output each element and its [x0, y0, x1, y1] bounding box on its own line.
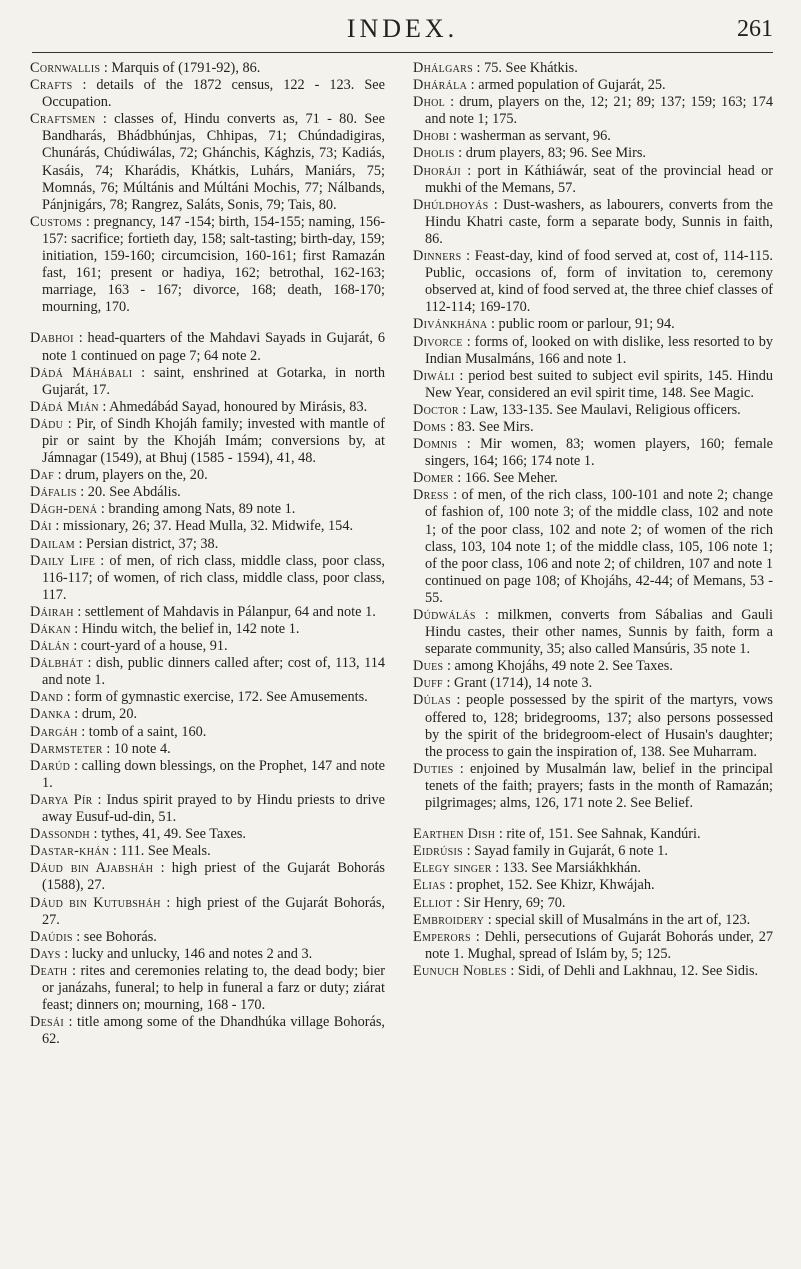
entry-headword: Dastar-khán [30, 843, 110, 860]
index-entry [413, 197, 773, 248]
entry-text: : public room or parlour, 91; 94. [491, 316, 675, 333]
entry-headword: Craftsmen [30, 111, 96, 128]
entry-headword: Earthen Dish [413, 826, 496, 843]
entry-text: : forms of, looked on with dislike, less resorted to by Indian Musalmáns, 166 and note 1. [425, 333, 773, 367]
entry-text: : 133. See Marsiákhkhán. [495, 860, 641, 877]
index-entry [30, 758, 385, 792]
entry-text: : of men, of the rich class, 100-101 and note 2; change of fashion of, 100 note 3; of the middle class, 102 and note 1; of the poor class, 102 and note 2; of women of the rich class, 103, 104 note 1; of the middle class, 105, 106 note 1; of the poor class, 106 and note 2; of children, 107 and note 1 continued on page 108; of Khojáhs, 42-44; of Memans, 53 - 55. [425, 487, 774, 606]
entry-text: : lucky and unlucky, 146 and notes 2 and 3. [64, 945, 313, 962]
entry-headword: Doms [413, 418, 447, 435]
entry-headword: Daily Life [30, 552, 96, 569]
entry-text: : Ahmedábád Sayad, honoured by Mirásis, 83. [102, 398, 368, 415]
index-entry [413, 402, 773, 419]
page-number: 261 [737, 16, 773, 42]
index-entry [30, 826, 385, 843]
index-entry [30, 860, 385, 894]
right-column [413, 60, 773, 980]
entry-text: : 83. See Mirs. [449, 418, 534, 435]
index-entry [30, 501, 385, 518]
index-entry [30, 741, 385, 758]
entry-text: : among Khojáhs, 49 note 2. See Taxes. [447, 658, 673, 675]
entry-headword: Duff [413, 675, 443, 692]
entry-text: : Mir women, 83; women players, 160; female singers, 164; 166; 174 note 1. [425, 436, 774, 470]
entry-headword: Dhol [413, 94, 446, 111]
index-entry [413, 419, 773, 436]
entry-text: : pregnancy, 147 -154; birth, 154-155; naming, 156-157: sacrifice; fortieth day, 158; salt-tasting; birth-day, 159; initiation, 159-160; circumcision, 160-161; first Ramazán fast, 161; present or hadiya, 162; betrothal, 162-163; marriage, 163 - 167; divorce, 168; death, 168-170; mourning, 170. [42, 213, 385, 316]
entry-headword: Dáfalis [30, 484, 77, 501]
entry-headword: Embroidery [413, 911, 485, 928]
entry-headword: Domer [413, 470, 454, 487]
entry-text: : Dehli, persecutions of Gujarát Bohorás under, 27 note 1. Mughal, spread of Islám by, 5; 125. [425, 928, 773, 962]
index-entry [30, 638, 385, 655]
index-entry [413, 163, 773, 197]
entry-text: : port in Káthiáwár, seat of the provincial head or mukhi of the Memans, 57. [425, 162, 774, 196]
entry-headword: Dhobi [413, 128, 450, 145]
entry-headword: Dádá Máhábali [30, 364, 133, 381]
entry-headword: Days [30, 945, 61, 962]
index-entry [30, 843, 385, 860]
entry-headword: Dágh-dená [30, 501, 98, 518]
entry-headword: Domnis [413, 436, 458, 453]
entry-text: : milkmen, converts from Sábalias and Gauli Hindu castes, their other names, Sunnis by faith, form a separate community, 35; also called Mansúris, 35 note 1. [425, 607, 773, 658]
entry-headword: Dálán [30, 638, 70, 655]
index-entry [30, 946, 385, 963]
entry-text: : washerman as servant, 96. [452, 128, 611, 145]
index-entry [413, 128, 773, 145]
entry-text: : 75. See Khátkis. [476, 60, 578, 76]
index-entry [30, 484, 385, 501]
entry-text: : Sayad family in Gujarát, 6 note 1. [466, 843, 668, 860]
index-entry [30, 604, 385, 621]
entry-text: : special skill of Musalmáns in the art of, 123. [487, 911, 751, 928]
entry-headword: Elias [413, 877, 446, 894]
entry-headword: Daf [30, 467, 55, 484]
index-entry [413, 334, 773, 368]
entry-headword: Cornwallis [30, 60, 101, 76]
entry-headword: Dádu [30, 415, 64, 432]
entry-headword: Dhárála [413, 77, 468, 94]
entry-text: : see Bohorás. [76, 928, 157, 945]
entry-headword: Dúdwálás [413, 607, 476, 623]
entry-text: : enjoined by Musalmán law, belief in the principal tenets of the faith; prayers; fasts in the month of Ramazán; pilgrimages; alms, 126, 171 note 2. See Belief. [425, 760, 774, 812]
index-entry [413, 607, 773, 658]
entry-text: : 20. See Abdális. [80, 484, 181, 501]
entry-text: : high priest of the Gujarát Bohorás, 27. [42, 894, 385, 928]
index-entry [30, 724, 385, 741]
index-entry [30, 214, 385, 317]
entry-text: : period best suited to subject evil spirits, 145. Hindu New Year, considered an evil spirit time, 148. See Magic. [425, 367, 773, 401]
entry-text: : Hindu witch, the belief in, 142 note 1. [74, 621, 300, 637]
index-entry [413, 316, 773, 333]
index-entry [30, 60, 385, 77]
entry-headword: Customs [30, 213, 83, 230]
index-entry [30, 365, 385, 399]
index-entry [30, 467, 385, 484]
index-entry [413, 929, 773, 963]
entry-headword: Dáud bin Kutubsháh [30, 894, 161, 911]
left-column [30, 60, 385, 1048]
entry-text: : saint, enshrined at Gotarka, in north Gujarát, 17. [42, 364, 386, 398]
entry-headword: Dádá Mián [30, 398, 99, 415]
index-entry [413, 963, 773, 980]
entry-headword: Dues [413, 658, 444, 675]
entry-text: : calling down blessings, on the Prophet, 147 and note 1. [42, 757, 385, 791]
entry-text: : details of the 1872 census, 122 - 123. See Occupation. [42, 77, 385, 111]
entry-text: : drum, players on the, 20. [57, 467, 208, 484]
entry-text: : classes of, Hindu converts as, 71 - 80. See Bandharás, Bhádbhúnjas, Chhipas, 71; Chúndadigiras, Chunárás, Chúdiwálas, 72; Ghánchis, Kághzis, 73; Kadiás, Kasáis, 74; Kharádis, Khátkis, Luhárs, Maniárs, 75; Momnás, 76; Múltánis and Múltáni Mochis, 77; Nálbands, Pánjnigárs, 78; Rangrez, Saláts, Sonis, 79; Tais, 80. [42, 111, 386, 213]
index-entry [30, 895, 385, 929]
entry-text: : Persian district, 37; 38. [78, 535, 219, 552]
index-entry [413, 895, 773, 912]
entry-headword: Dholis [413, 145, 455, 162]
entry-text: : 166. See Meher. [457, 470, 558, 487]
entry-text: : Pir, of Sindh Khojáh family; invested with mantle of pir or saint by the Khojáh Imám; conversions by, at Jámnagar (1549), at Bhuj (1585 - 1594), 41, 48. [42, 415, 385, 467]
entry-text: : of men, of rich class, middle class, poor class, 116-117; of women, of rich class, middle class, poor class, 117. [42, 552, 385, 603]
index-entry [413, 368, 773, 402]
index-entry [30, 689, 385, 706]
index-entry [30, 553, 385, 604]
index-entry [413, 94, 773, 128]
entry-headword: Darúd [30, 757, 71, 774]
index-entry [30, 621, 385, 638]
entry-headword: Dhoráji [413, 162, 461, 179]
entry-text: : drum, players on the, 12; 21; 89; 137; 159; 163; 174 and note 1; 175. [425, 94, 773, 128]
entry-headword: Divánkhána [413, 316, 488, 333]
entry-headword: Dand [30, 689, 64, 706]
index-entry [413, 77, 773, 94]
page-title: INDEX. [346, 14, 459, 43]
entry-text: : Indus spirit prayed to by Hindu priests to drive away Eusuf-ud-din, 51. [42, 791, 385, 826]
entry-text: : rite of, 151. See Sahnak, Kandúri. [498, 826, 701, 843]
index-entry [413, 843, 773, 860]
entry-text: : drum, 20. [74, 706, 138, 723]
header-rule [32, 52, 773, 53]
entry-headword: Crafts [30, 77, 73, 94]
page-header [32, 12, 773, 44]
entry-text: : drum players, 83; 96. See Mirs. [458, 145, 646, 162]
index-entry [30, 706, 385, 723]
entry-headword: Eidrúsis [413, 843, 464, 860]
index-entry [413, 761, 773, 812]
entry-headword: Divorce [413, 333, 463, 350]
entry-headword: Dassondh [30, 826, 90, 843]
index-entry [413, 826, 773, 843]
entry-headword: Dailam [30, 535, 75, 552]
index-entry [30, 111, 385, 214]
entry-headword: Elliot [413, 894, 453, 911]
entry-text: : branding among Nats, 89 note 1. [100, 501, 296, 518]
index-entry [30, 929, 385, 946]
index-entry [30, 416, 385, 467]
index-entry [413, 470, 773, 487]
entry-headword: Dáud bin Ajabsháh [30, 860, 154, 877]
index-entry [413, 658, 773, 675]
entry-headword: Dáirah [30, 603, 74, 620]
index-entry [30, 1014, 385, 1048]
entry-headword: Duties [413, 760, 454, 777]
entry-text: : people possessed by the spirit of the martyrs, vows offered to, 128; bridegrooms, 137; also persons possessed by the spirit of the bridegroom-elect of Husain's daughter; the process to gain the inspiration of, 138. See Muharram. [425, 692, 773, 760]
entry-headword: Dákan [30, 621, 71, 637]
entry-headword: Dúlas [413, 692, 451, 709]
entry-text: : 10 note 4. [106, 740, 171, 757]
entry-headword: Dinners [413, 248, 462, 265]
entry-headword: Dress [413, 487, 449, 504]
entry-text: : missionary, 26; 37. Head Mulla, 32. Midwife, 154. [55, 518, 354, 535]
entry-headword: Dhúldhoyás [413, 196, 489, 213]
entry-text: : Marquis of (1791-92), 86. [103, 60, 261, 76]
entry-headword: Darya Pír [30, 791, 93, 808]
entry-text: : head-quarters of the Mahdavi Sayads in Gujarát, 6 note 1 continued on page 7; 64 note 2. [42, 330, 385, 364]
entry-text: : high priest of the Gujarát Bohorás (1588), 27. [42, 860, 385, 894]
index-entry [30, 536, 385, 553]
entry-text: : form of gymnastic exercise, 172. See Amusements. [66, 689, 368, 706]
index-entry [30, 655, 385, 689]
index-entry [413, 675, 773, 692]
index-entry [30, 77, 385, 111]
entry-headword: Eunuch Nobles [413, 962, 507, 979]
entry-headword: Desái [30, 1014, 65, 1031]
entry-text: : Grant (1714), 14 note 3. [446, 675, 593, 692]
index-entry [413, 860, 773, 877]
entry-text: : rites and ceremonies relating to, the dead body; bier or janázahs, funeral; to help in funeral a farz or duty; ziárat feast; dinners on; mourning, 168 - 170. [42, 962, 386, 1014]
index-entry [30, 330, 385, 364]
entry-text: : Dust-washers, as labourers, converts from the Hindu Khatri caste, form a separate body, Sunnis in faith, 86. [425, 196, 773, 247]
entry-headword: Dargáh [30, 723, 78, 740]
index-entry [413, 692, 773, 760]
index-entry [30, 963, 385, 1014]
entry-headword: Elegy singer [413, 860, 492, 877]
index-entry [413, 60, 773, 77]
entry-text: : settlement of Mahdavis in Pálanpur, 64 and note 1. [77, 603, 376, 620]
index-entry [413, 145, 773, 162]
entry-text: : Feast-day, kind of food served at, cost of, 114-115. Public, occasions of, form of invitation to, ceremony observed at, kind of food served at, the three chief classes of 112-114; 169-170. [425, 248, 773, 316]
index-entry [413, 877, 773, 894]
entry-text: : court-yard of a house, 91. [73, 638, 228, 655]
entry-headword: Dálbhát [30, 655, 83, 672]
entry-text: : tomb of a saint, 160. [81, 723, 207, 740]
entry-text: : Sidi, of Dehli and Lakhnau, 12. See Sidis. [510, 962, 759, 979]
entry-headword: Doctor [413, 401, 459, 418]
entry-headword: Death [30, 962, 68, 979]
entry-headword: Diwáli [413, 367, 455, 384]
entry-text: : prophet, 152. See Khizr, Khwájah. [449, 877, 655, 894]
entry-text: : 111. See Meals. [112, 843, 211, 860]
entry-text: : dish, public dinners called after; cost of, 113, 114 and note 1. [42, 655, 386, 689]
entry-headword: Danka [30, 706, 71, 723]
index-entry [413, 487, 773, 607]
entry-text: : title among some of the Dhandhúka village Bohorás, 62. [42, 1014, 386, 1048]
index-entry [30, 399, 385, 416]
entry-headword: Emperors [413, 928, 471, 945]
entry-headword: Daúdis [30, 928, 73, 945]
entry-headword: Dhálgars [413, 60, 473, 76]
entry-text: : tythes, 41, 49. See Taxes. [93, 826, 246, 843]
entry-text: : Sir Henry, 69; 70. [456, 894, 566, 911]
index-entry [413, 436, 773, 470]
entry-text: : armed population of Gujarát, 25. [470, 77, 666, 94]
index-entry [30, 792, 385, 826]
index-entry [413, 248, 773, 316]
index-entry [30, 518, 385, 535]
entry-headword: Dabhoi [30, 330, 74, 347]
entry-headword: Darmsteter [30, 740, 103, 757]
entry-headword: Dái [30, 518, 52, 535]
index-entry [413, 912, 773, 929]
entry-text: : Law, 133-135. See Maulavi, Religious officers. [462, 401, 741, 418]
